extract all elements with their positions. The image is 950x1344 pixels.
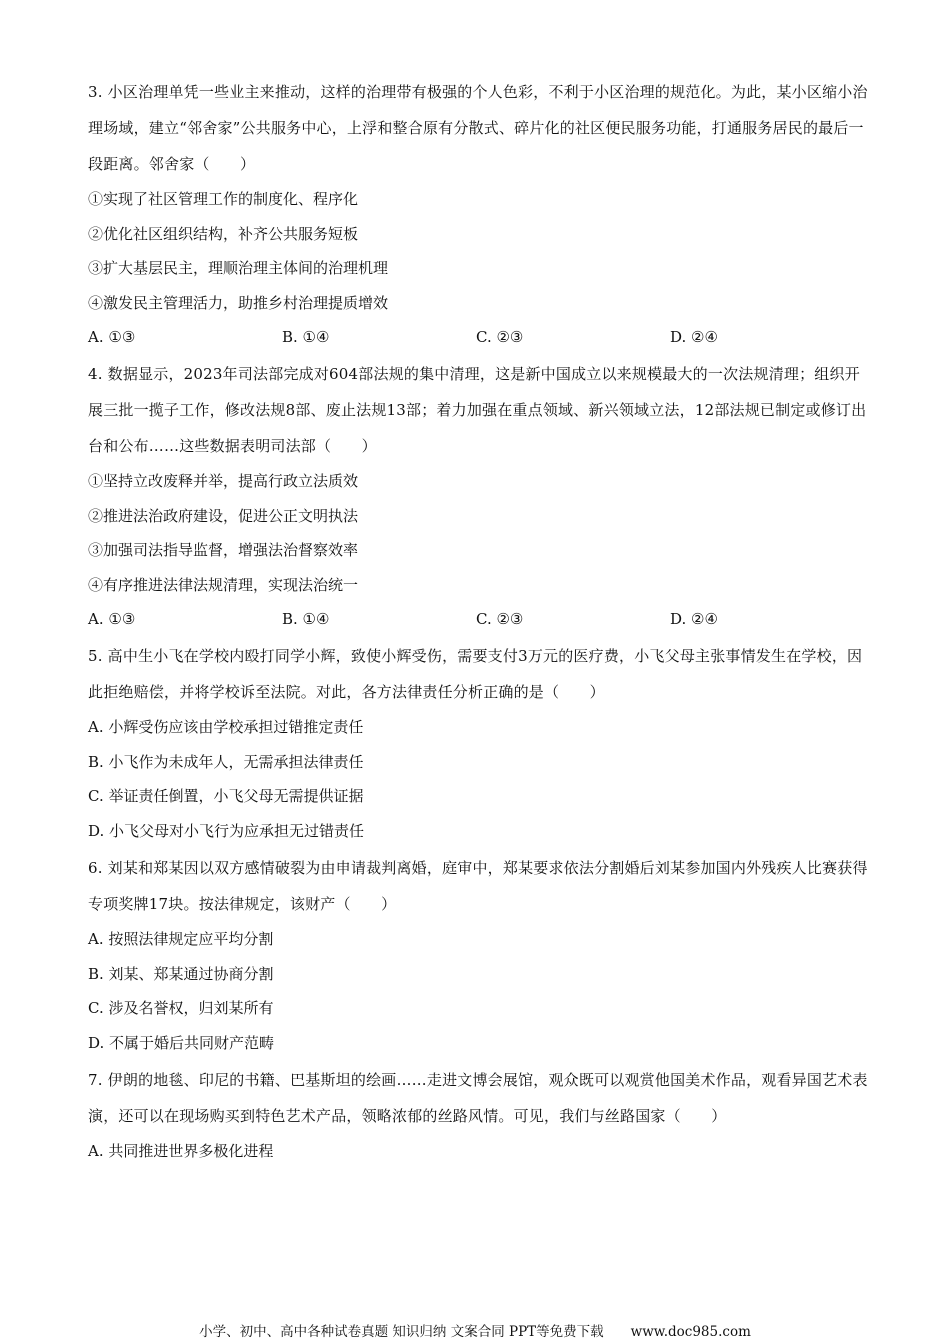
question-6-option-b: B. 刘某、郑某通过协商分割 bbox=[88, 964, 274, 983]
question-4-item-2: ②推进法治政府建设，促进公正文明执法 bbox=[88, 506, 359, 525]
question-3-choice-a: A. ①③ bbox=[88, 328, 136, 346]
question-4-choices bbox=[88, 602, 868, 637]
question-5-option-d: D. 小飞父母对小飞行为应承担无过错责任 bbox=[88, 821, 365, 840]
question-7 bbox=[88, 1062, 868, 1169]
question-6-option-a: A. 按照法律规定应平均分割 bbox=[88, 930, 274, 948]
question-4-item-3: ③加强司法指导监督，增强法治督察效率 bbox=[88, 541, 359, 559]
question-6-stem: 6. 刘某和郑某因以双方感情破裂为由申请裁判离婚，庭审中，郑某要求依法分割婚后刘某参加国内外残疾人比赛获得专项奖牌17块。按法律规定，该财产（ ） bbox=[88, 859, 868, 913]
question-5-option-a: A. 小辉受伤应该由学校承担过错推定责任 bbox=[88, 718, 364, 736]
question-3-choice-c: C. ②③ bbox=[476, 328, 524, 346]
question-3-item-2: ②优化社区组织结构，补齐公共服务短板 bbox=[88, 224, 359, 243]
question-4-choice-c: C. ②③ bbox=[476, 610, 524, 628]
question-3-item-4: ④激发民主管理活力，助推乡村治理提质增效 bbox=[88, 293, 389, 312]
question-3-choices bbox=[88, 320, 868, 355]
question-7-stem: 7. 伊朗的地毯、印尼的书籍、巴基斯坦的绘画……走进文博会展馆，观众既可以观赏他国美术作品，观看异国艺术表演，还可以在现场购买到特色艺术产品，领略浓郁的丝路风情。可见，我们与丝路国家（ ） bbox=[88, 1071, 868, 1125]
question-5 bbox=[88, 638, 868, 848]
question-4-stem: 4. 数据显示，2023年司法部完成对604部法规的集中清理，这是新中国成立以来规模最大的一次法规清理；组织开展三批一揽子工作，修改法规8部、废止法规13部；着力加强在重点领域、新兴领域立法，12部法规已制定或修订出台和公布……这些数据表明司法部（ ） bbox=[88, 365, 867, 455]
question-4 bbox=[88, 356, 868, 637]
question-4-choice-d: D. ②④ bbox=[670, 610, 718, 628]
question-3-choice-b: B. ①④ bbox=[282, 328, 330, 346]
question-6-option-c: C. 涉及名誉权，归刘某所有 bbox=[88, 999, 274, 1017]
question-3-stem: 3. 小区治理单凭一些业主来推动，这样的治理带有极强的个人色彩，不利于小区治理的规范化。为此，某小区缩小治理场域，建立“邻舍家”公共服务中心，上浮和整合原有分散式、碎片化的社区便民服务功能，打通服务居民的最后一段距离。邻舍家（ ） bbox=[88, 83, 868, 173]
question-3-choice-d: D. ②④ bbox=[670, 328, 718, 346]
question-4-item-4: ④有序推进法律法规清理，实现法治统一 bbox=[88, 575, 359, 594]
question-3-item-3: ③扩大基层民主，理顺治理主体间的治理机理 bbox=[88, 259, 389, 277]
question-3-item-1: ①实现了社区管理工作的制度化、程序化 bbox=[88, 190, 359, 208]
page-footer: 小学、初中、高中各种试卷真题 知识归纳 文案合同 PPT等免费下载 www.doc985.com bbox=[199, 1324, 751, 1340]
question-3 bbox=[88, 74, 868, 355]
question-7-option-a: A. 共同推进世界多极化进程 bbox=[88, 1142, 274, 1160]
question-4-item-1: ①坚持立改废释并举，提高行政立法质效 bbox=[88, 472, 359, 490]
question-6-option-d: D. 不属于婚后共同财产范畴 bbox=[88, 1033, 275, 1052]
question-5-option-b: B. 小飞作为未成年人，无需承担法律责任 bbox=[88, 752, 364, 771]
question-6 bbox=[88, 850, 868, 1060]
question-4-choice-b: B. ①④ bbox=[282, 610, 330, 628]
question-5-option-c: C. 举证责任倒置，小飞父母无需提供证据 bbox=[88, 787, 364, 805]
question-5-stem: 5. 高中生小飞在学校内殴打同学小辉，致使小辉受伤，需要支付3万元的医疗费，小飞父母主张事情发生在学校，因此拒绝赔偿，并将学校诉至法院。对此，各方法律责任分析正确的是（ ） bbox=[88, 647, 863, 701]
question-4-choice-a: A. ①③ bbox=[88, 610, 136, 628]
